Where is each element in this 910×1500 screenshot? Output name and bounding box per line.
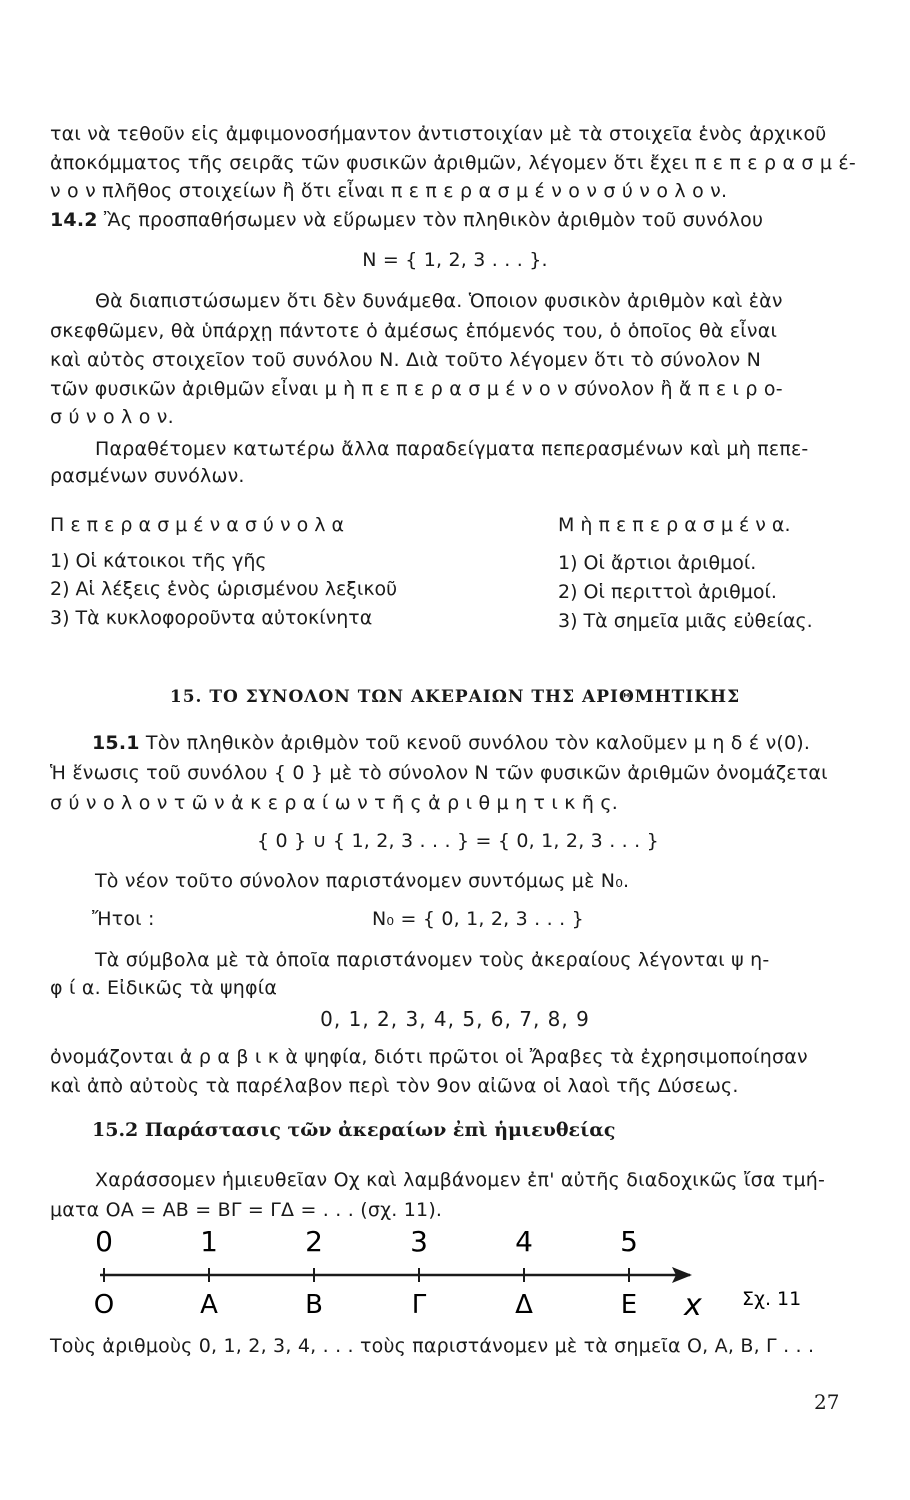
number-label-1: 1 bbox=[200, 1225, 218, 1258]
text-line bbox=[50, 150, 856, 176]
point-label-2: B bbox=[305, 1290, 323, 1320]
point-labels bbox=[94, 1290, 637, 1320]
section-number: 14.2 bbox=[50, 209, 98, 231]
spaced-term: φ ί α. bbox=[50, 977, 101, 999]
number-line-figure bbox=[0, 1225, 910, 1325]
paragraph-15-1-start bbox=[92, 730, 852, 756]
number-label-4: 4 bbox=[515, 1225, 533, 1258]
text-line: Τὸ νέον τοῦτο σύνολον παριστάνομεν συντόμως μὲ N₀. bbox=[95, 870, 630, 892]
text-span: Ἂς προσπαθήσωμεν νὰ εὕρωμεν τὸν πληθικὸν ἀριθμὸν τοῦ συνόλου bbox=[97, 209, 764, 231]
text-line bbox=[95, 947, 855, 973]
point-label-3: Γ bbox=[411, 1290, 427, 1320]
finite-example-1: 1) Οἱ κάτοικοι τῆς γῆς bbox=[50, 550, 267, 572]
x-label: x bbox=[684, 1288, 702, 1323]
text-span: Εἰδικῶς τὰ ψηφία bbox=[100, 977, 278, 999]
finite-example-2: 2) Αἱ λέξεις ἑνὸς ὡρισμένου λεξικοῦ bbox=[50, 578, 398, 600]
point-label-1: A bbox=[200, 1290, 218, 1320]
text-line bbox=[50, 376, 850, 402]
text-span: (0). bbox=[776, 732, 811, 754]
spaced-term: π ε π ε ρ α σ μ έ- bbox=[694, 152, 856, 174]
infinite-example-3: 3) Τὰ σημεῖα μιᾶς εὐθείας. bbox=[558, 610, 813, 632]
infinite-sets-title: Μ ὴ π ε π ε ρ α σ μ έ ν α. bbox=[558, 514, 791, 536]
finite-example-3: 3) Τὰ κυκλοφοροῦντα αὐτοκίνητα bbox=[50, 607, 373, 629]
text-line: Παραθέτομεν κατωτέρω ἄλλα παραδείγματα πεπερασμένων καὶ μὴ πεπε- bbox=[95, 438, 809, 460]
text-line: σ ύ ν ο λ ο ν. bbox=[50, 406, 174, 428]
infinite-example-1: 1) Οἱ ἄρτιοι ἀριθμοί. bbox=[558, 552, 757, 574]
text-span: Τὰ σύμβολα μὲ τὰ ὁποῖα παριστάνομεν τοὺς ἀκεραίους λέγονται bbox=[95, 949, 732, 971]
spaced-term: μ ὴ π ε π ε ρ α σ μ έ ν ο ν bbox=[324, 378, 568, 400]
text-line: ρασμένων συνόλων. bbox=[50, 465, 245, 487]
text-span: ἀποκόμματος τῆς σειρᾶς τῶν φυσικῶν ἀριθμῶν, λέγομεν ὅτι ἔχει bbox=[50, 152, 695, 174]
finite-sets-title: Π ε π ε ρ α σ μ έ ν α σ ύ ν ο λ α bbox=[50, 514, 345, 536]
spaced-term: ν ο ν bbox=[50, 180, 96, 202]
text-line bbox=[50, 178, 850, 204]
spaced-term: π ε π ε ρ α σ μ έ ν ο ν σ ύ ν ο λ ο ν. bbox=[390, 180, 728, 202]
number-label-2: 2 bbox=[305, 1225, 323, 1258]
section-number: 15.1 bbox=[92, 732, 140, 754]
text-line bbox=[50, 1044, 850, 1070]
paragraph-14-2-start bbox=[50, 207, 850, 233]
text-line: Θὰ διαπιστώσωμεν ὅτι δὲν δυνάμεθα. Ὁποιον φυσικὸν ἀριθμὸν καὶ ἐὰν bbox=[95, 290, 783, 312]
digits-list: 0, 1, 2, 3, 4, 5, 6, 7, 8, 9 bbox=[320, 1007, 590, 1031]
text-span: ὀνομάζονται bbox=[50, 1046, 180, 1068]
infinite-example-2: 2) Οἱ περιττοὶ ἀριθμοί. bbox=[558, 581, 777, 603]
page-number: 27 bbox=[814, 1390, 840, 1414]
formula-N: N = { 1, 2, 3 . . . }. bbox=[362, 249, 548, 271]
spaced-term: ἄ π ε ι ρ ο- bbox=[679, 378, 783, 400]
text-span: σύνολον ἢ bbox=[567, 378, 679, 400]
spaced-term: μ η δ έ ν bbox=[693, 732, 777, 754]
spaced-term: ψ η- bbox=[731, 949, 770, 971]
number-label-0: 0 bbox=[95, 1225, 113, 1258]
point-label-5: E bbox=[620, 1290, 638, 1320]
union-formula: { 0 } ∪ { 1, 2, 3 . . . } = { 0, 1, 2, 3 . . . } bbox=[257, 830, 659, 852]
section-15-heading: 15. ΤΟ ΣΥΝΟΛΟΝ ΤΩΝ ΑΚΕΡΑΙΩΝ ΤΗΣ ΑΡΙΘΜΗΤΙΚΗΣ bbox=[169, 687, 741, 707]
figure-label: Σχ. 11 bbox=[742, 1288, 802, 1310]
number-labels bbox=[95, 1225, 638, 1258]
eitoi-label: Ἤτοι : bbox=[92, 908, 155, 930]
text-line: Χαράσσομεν ἡμιευθεῖαν Οχ καὶ λαμβάνομεν ἐπ' αὐτῆς διαδοχικῶς ἴσα τμή- bbox=[95, 1169, 826, 1191]
number-label-5: 5 bbox=[620, 1225, 638, 1258]
text-line: σκεφθῶμεν, θὰ ὑπάρχῃ πάντοτε ὁ ἀμέσως ἑπόμενός του, ὁ ὁποῖος θὰ εἶναι bbox=[50, 320, 778, 342]
section-15-2-title: 15.2 Παράστασις τῶν ἀκεραίων ἐπὶ ἡμιευθείας bbox=[92, 1119, 616, 1141]
text-span: ται νὰ τεθοῦν εἰς ἀμφιμονοσήμαντον ἀντιστοιχίαν μὲ τὰ στοιχεῖα ἑνὸς ἀρχικοῦ bbox=[50, 123, 827, 145]
text-line bbox=[50, 121, 850, 147]
text-span: Τὸν πληθικὸν ἀριθμὸν τοῦ κενοῦ συνόλου τὸν καλοῦμεν bbox=[139, 732, 694, 754]
text-line bbox=[50, 975, 850, 1001]
text-line: καὶ ἀπὸ αὐτοὺς τὰ παρέλαβον περὶ τὸν 9ον αἰῶνα οἱ λαοὶ τῆς Δύσεως. bbox=[50, 1075, 739, 1097]
text-line: Τοὺς ἀριθμοὺς 0, 1, 2, 3, 4, . . . τοὺς παριστάνομεν μὲ τὰ σημεῖα Ο, Α, Β, Γ . . . bbox=[50, 1335, 815, 1357]
text-line: Ἡ ἕνωσις τοῦ συνόλου { 0 } μὲ τὸ σύνολον N τῶν φυσικῶν ἀριθμῶν ὀνομάζεται bbox=[50, 762, 828, 784]
point-label-0: O bbox=[93, 1290, 115, 1320]
text-line: καὶ αὐτὸς στοιχεῖον τοῦ συνόλου N. Διὰ τοῦτο λέγομεν ὅτι τὸ σύνολον N bbox=[50, 349, 762, 371]
text-span: ψηφία, διότι πρῶτοι οἱ Ἄραβες τὰ ἐχρησιμοποίησαν bbox=[298, 1046, 808, 1068]
text-line: σ ύ ν ο λ ο ν τ ῶ ν ἀ κ ε ρ α ί ω ν τ ῆ ς ἀ ρ ι θ μ η τ ι κ ῆ ς. bbox=[50, 792, 618, 814]
text-line: ματα ΟΑ = ΑΒ = ΒΓ = ΓΔ = . . . (σχ. 11). bbox=[50, 1199, 443, 1221]
text-span: πλῆθος στοιχείων ἢ ὅτι εἶναι bbox=[95, 180, 391, 202]
point-label-4: Δ bbox=[515, 1290, 533, 1320]
spaced-term: ἀ ρ α β ι κ ὰ bbox=[179, 1046, 299, 1068]
text-span: τῶν φυσικῶν ἀριθμῶν εἶναι bbox=[50, 378, 325, 400]
number-label-3: 3 bbox=[410, 1225, 428, 1258]
n0-formula: N₀ = { 0, 1, 2, 3 . . . } bbox=[372, 908, 584, 930]
